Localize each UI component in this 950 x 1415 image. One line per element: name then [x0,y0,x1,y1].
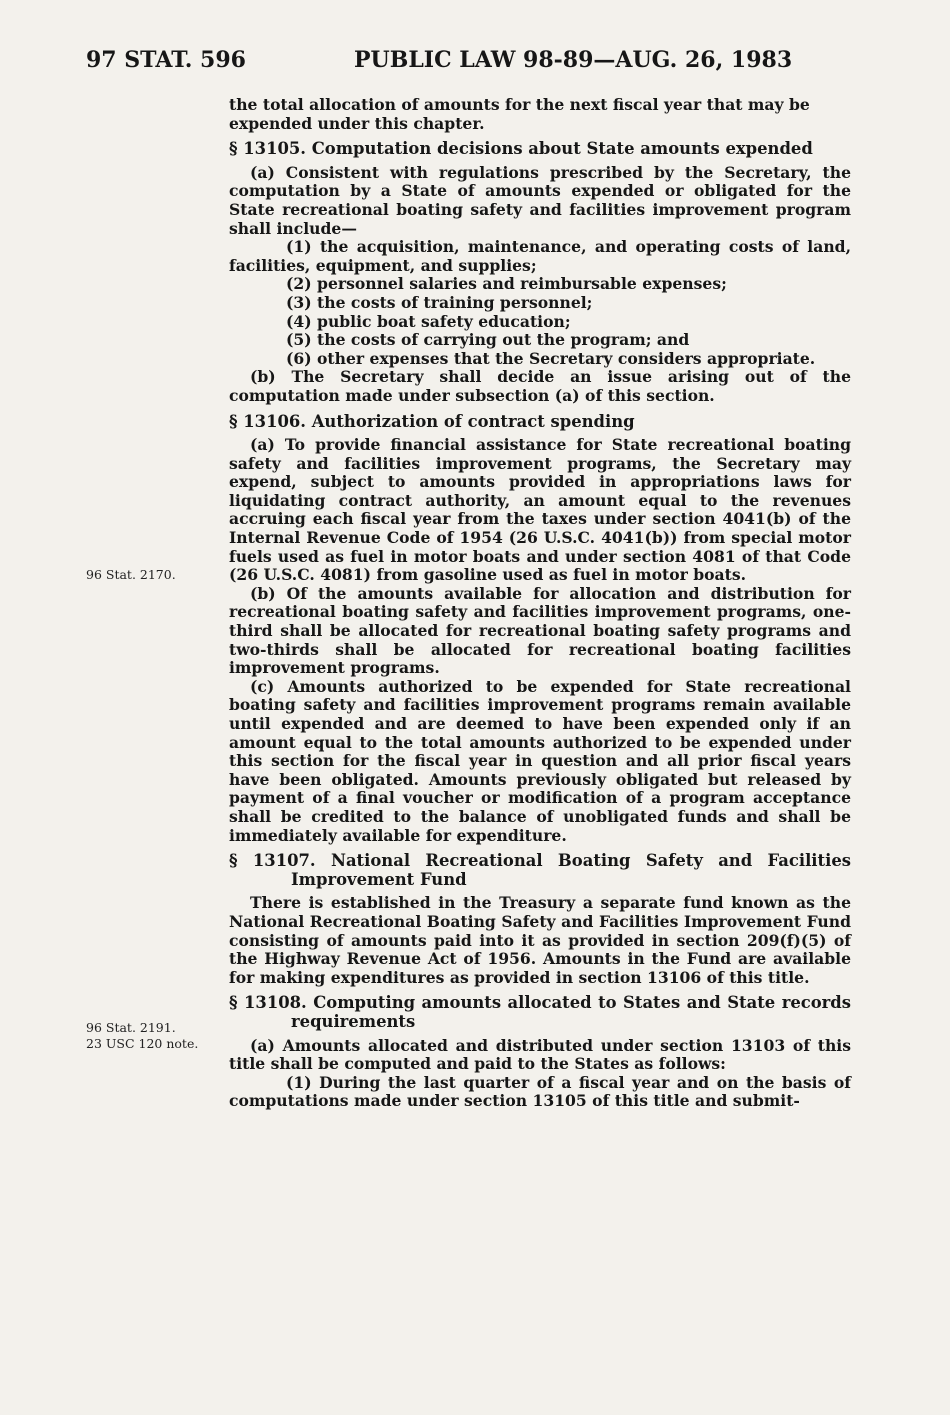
section-13105-a: (a) Consistent with regulations prescribed by the Secretary, the computation by a State of amounts expended or obligated for the State recreational boating safety and facilities improvement program shall include— [229,162,851,238]
section-13105-heading: § 13105. Computation decisions about State amounts expended [229,139,813,159]
section-13106-b: (b) Of the amounts available for allocation and distribution for recreational boating safety and facilities improvement programs, one-third shall be allocated for recreational boating safety programs and two-thirds shall be allocated for recreational boating facilities improvement programs. [229,583,851,678]
section-13105-item-1: (1) the acquisition, maintenance, and operating costs of land, facilities, equipment, and supplies; [229,237,851,275]
page-header [86,47,856,83]
law-title: PUBLIC LAW 98-89—AUG. 26, 1983 [354,47,793,73]
section-13106-c: (c) Amounts authorized to be expended for State recreational boating safety and facilities improvement programs remain available until expended and are deemed to have been expended only if an amount equal to the total amounts authorized to be expended under this section for the fiscal year in question and all prior fiscal years have been obligated. Amounts previously obligated but released by payment of a final voucher or modification of a program acceptance shall be credited to the balance of unobligated funds and shall be immediately available for expenditure. [229,676,851,845]
margin-note-stat-2191: 96 Stat. 2191. [86,1020,176,1035]
margin-note-usc-120: 23 USC 120 note. [86,1036,199,1051]
section-13108-heading: § 13108. Computing amounts allocated to States and State records requirements [229,993,851,1031]
section-13108-item-1: (1) During the last quarter of a fiscal year and on the basis of computations made under section 13105 of this title and submit- [229,1072,851,1111]
section-13107-heading: § 13107. National Recreational Boating Safety and Facilities Improvement Fund [229,851,851,889]
section-13105-item-6: (6) other expenses that the Secretary considers appropriate. [286,348,816,368]
section-13105-item-4: (4) public boat safety education; [286,311,571,331]
section-13107-text: There is established in the Treasury a separate fund known as the National Recreational Boating Safety and Facilities Improvement Fund consisting of amounts paid into it as provided in section 209(f)(5) of the Highway Revenue Act of 1956. Amounts in the Fund are available for making expenditures as provided in section 13106 of this title. [229,893,851,987]
section-13106-heading: § 13106. Authorization of contract spending [229,411,635,431]
section-13106-a: (a) To provide financial assistance for State recreational boating safety and facilities improvement programs, the Secretary may expend, subject to amounts provided in appropriations laws for liquidating contract authority, an amount equal to the revenues accruing each fiscal year from the taxes under section 4041(b) of the Internal Revenue Code of 1954 (26 U.S.C. 4041(b)) from special motor fuels used as fuel in motor boats and under section 4081 of that Code (26 U.S.C. 4081) from gasoline used as fuel in motor boats. [229,435,851,585]
section-13108-a: (a) Amounts allocated and distributed under section 13103 of this title shall be computed and paid to the States as follows: [229,1035,851,1074]
section-13105-item-2: (2) personnel salaries and reimbursable expenses; [286,274,727,294]
section-13105-item-5: (5) the costs of carrying out the program; and [286,330,690,350]
section-13105-b: (b) The Secretary shall decide an issue arising out of the computation made under subsection (a) of this section. [229,367,851,405]
stat-reference: 97 STAT. 596 [86,47,246,73]
section-13105-item-3: (3) the costs of training personnel; [286,292,593,312]
margin-note-stat-2170: 96 Stat. 2170. [86,567,176,582]
intro-paragraph: the total allocation of amounts for the next fiscal year that may be expended under this chapter. [229,95,810,133]
statute-text [229,96,851,1111]
